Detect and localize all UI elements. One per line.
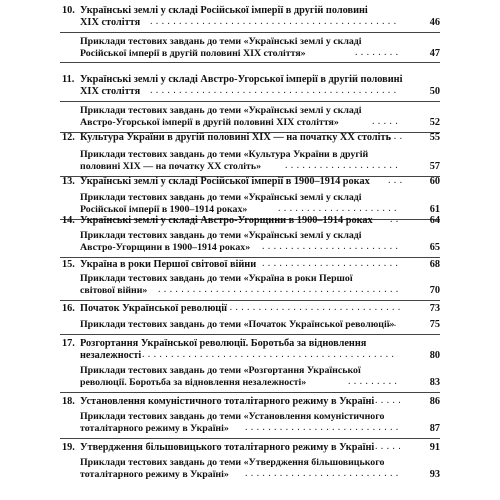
dot-leader — [218, 302, 400, 316]
subentry-line: Приклади тестових завдань до теми «Утвердження більшовицького — [80, 457, 385, 468]
subentry-line: Приклади тестових завдань до теми «Українські землі у складі — [80, 105, 362, 116]
toc-entry-title — [62, 175, 442, 189]
subentry-line: Приклади тестових завдань до теми «Українські землі у складі — [80, 192, 362, 203]
page-number: 46 — [429, 17, 440, 28]
dot-leader — [375, 395, 400, 409]
dot-leader — [372, 116, 400, 130]
toc-entry-title — [62, 214, 442, 228]
page-number: 83 — [429, 377, 440, 388]
entry-number: 19. — [62, 442, 75, 453]
dot-leader — [262, 258, 400, 272]
page-number: 93 — [429, 469, 440, 480]
entry-number: 11. — [62, 74, 75, 85]
entry-title-line: Культура України в другій половині XIX — на початку XX століть — [80, 132, 392, 143]
page-number: 50 — [429, 86, 440, 97]
page-number: 91 — [429, 442, 440, 453]
entry-number: 13. — [62, 176, 75, 187]
page-number: 75 — [429, 319, 440, 330]
subentry-line: тоталітарного режиму в Україні» — [80, 469, 229, 480]
subentry-line: тоталітарного режиму в Україні» — [80, 423, 229, 434]
entry-title-line: XIX століття — [80, 17, 141, 28]
entry-title-line: Українські землі у складі Російської імперії в другій половині — [80, 5, 368, 16]
subentry-line: Приклади тестових завдань до теми «Культура України в другій — [80, 149, 369, 160]
subentry-line: Російської імперії в 1900–1914 роках» — [80, 204, 248, 215]
subentry-line: світової війни» — [80, 285, 148, 296]
dot-leader — [375, 441, 400, 455]
dot-leader — [150, 85, 398, 99]
divider — [60, 392, 440, 393]
subentry-line: Приклади тестових завдань до теми «Українські землі у складі — [80, 230, 362, 241]
entry-title-line: Розгортання Української революції. Боротьба за відновлення — [80, 338, 367, 349]
page-number: 70 — [429, 285, 440, 296]
dot-leader — [388, 318, 400, 332]
subentry-line: Австро-Угорщини в 1900–1914 роках» — [80, 242, 251, 253]
page-number: 55 — [429, 132, 440, 143]
divider — [60, 438, 440, 439]
entry-number: 10. — [62, 5, 75, 16]
entry-title-line: незалежності — [80, 350, 142, 361]
entry-title-line: Україна в роки Першої світової війни — [80, 259, 257, 270]
subentry-line: половині XIX — на початку XX століть» — [80, 161, 262, 172]
subentry-line: Австро-Угорської імперії в другій половині XIX століття» — [80, 117, 339, 128]
dot-leader — [245, 422, 400, 436]
entry-number: 12. — [62, 132, 75, 143]
entry-number: 16. — [62, 303, 75, 314]
entry-number: 18. — [62, 396, 75, 407]
page-number: 57 — [429, 161, 440, 172]
dot-leader — [262, 241, 400, 255]
divider — [60, 62, 440, 63]
subentry-line: Російської імперії в другій половині XIX століття» — [80, 48, 306, 59]
page-number: 86 — [429, 396, 440, 407]
page-number: 73 — [429, 303, 440, 314]
dot-leader — [142, 349, 398, 363]
dot-leader — [348, 376, 400, 390]
page-number: 61 — [429, 204, 440, 215]
subentry-line: Приклади тестових завдань до теми «Початок Української революції» — [80, 319, 395, 330]
subentry-line: Приклади тестових завдань до теми «Україна в роки Першої — [80, 273, 353, 284]
page-number: 47 — [429, 48, 440, 59]
entry-number: 17. — [62, 338, 75, 349]
divider — [60, 32, 440, 33]
entry-title-line: Українські землі у складі Російської імперії в 1900–1914 роках — [80, 176, 370, 187]
entry-number: 14. — [62, 215, 75, 226]
toc-entry-title — [62, 131, 442, 145]
dot-leader — [355, 47, 400, 61]
subentry-line: Приклади тестових завдань до теми «Установлення комуністичного — [80, 411, 385, 422]
entry-title-line: Установлення комуністичного тоталітарного режиму в Україні — [80, 396, 375, 407]
page-number: 60 — [429, 176, 440, 187]
divider — [60, 101, 440, 102]
divider — [60, 334, 440, 335]
entry-title-line: Утвердження більшовицького тоталітарного режиму в Україні — [80, 442, 375, 453]
subentry-line: революції. Боротьба за відновлення незалежності» — [80, 377, 307, 388]
page-number: 87 — [429, 423, 440, 434]
page-number: 68 — [429, 259, 440, 270]
page-number: 80 — [429, 350, 440, 361]
page-number: 64 — [429, 215, 440, 226]
dot-leader — [150, 16, 398, 30]
divider — [60, 300, 440, 301]
dot-leader — [245, 468, 400, 482]
entry-title-line: Українські землі у складі Австро-Угорщини в 1900–1914 роках — [80, 215, 373, 226]
page-number: 65 — [429, 242, 440, 253]
entry-title-line: Початок Української революції — [80, 303, 227, 314]
entry-number: 15. — [62, 259, 75, 270]
entry-title-line: XIX століття — [80, 86, 141, 97]
dot-leader — [158, 284, 400, 298]
entry-title-line: Українські землі у складі Австро-Угорської імперії в другій половині — [80, 74, 403, 85]
subentry-line: Приклади тестових завдань до теми «Розгортання Української — [80, 365, 361, 376]
subentry-line: Приклади тестових завдань до теми «Українські землі у складі — [80, 36, 362, 47]
dot-leader — [285, 160, 400, 174]
page-number: 52 — [429, 117, 440, 128]
